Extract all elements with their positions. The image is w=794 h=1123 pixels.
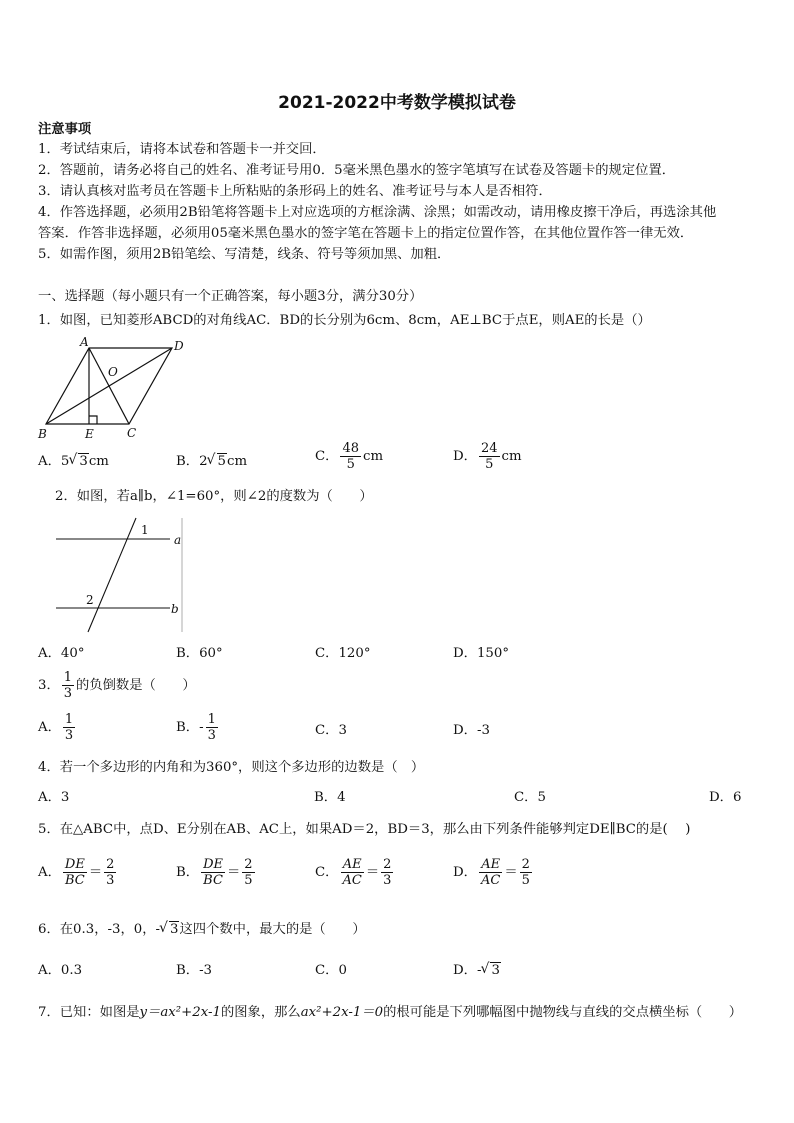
- unit: cm: [501, 449, 522, 464]
- fraction: [340, 857, 363, 888]
- fraction: [340, 441, 361, 472]
- fraction: [520, 857, 532, 888]
- label-C: C: [127, 426, 137, 440]
- q6-option-b[interactable]: B．-3: [176, 963, 213, 978]
- question-4-stem: 4．若一个多边形的内角和为360°，则这个多边形的边数是（ ）: [38, 760, 425, 775]
- radicand: 3: [170, 922, 179, 937]
- q3-option-d[interactable]: D．-3: [453, 723, 490, 738]
- option-label: B．: [176, 454, 200, 469]
- fraction: [381, 857, 393, 888]
- equation: y＝ax²+2x-1: [139, 1005, 221, 1020]
- radicand: 5: [217, 454, 227, 469]
- radicand: 3: [491, 963, 500, 978]
- radicand: 3: [79, 454, 88, 469]
- option-label: D．-: [453, 963, 482, 978]
- q3-option-c[interactable]: C．3: [315, 723, 347, 738]
- note-item: 5．如需作图，须用2B铅笔绘、写清楚，线条、符号等须加黑、加粗．: [38, 247, 451, 262]
- note-item: 1．考试结束后，请将本试卷和答题卡一并交回．: [38, 142, 326, 157]
- q5-option-c[interactable]: C． $\frac{AE}{AC}$ ＝ $\frac{2}{3}$: [315, 857, 392, 888]
- denominator: BC: [64, 873, 85, 888]
- sqrt-symbol: [481, 961, 500, 981]
- fraction: [206, 712, 218, 743]
- question-7-stem: [38, 1003, 742, 1023]
- numerator: AE: [481, 857, 501, 872]
- fraction: [63, 857, 87, 888]
- unit: cm: [363, 449, 384, 464]
- stem-tail: 的根可能是下列哪幅图中抛物线与直线的交点横坐标（ ）: [383, 1005, 743, 1020]
- denominator: 3: [383, 873, 392, 888]
- q1-option-a[interactable]: [38, 452, 109, 472]
- angle-2-label: 2: [86, 593, 94, 607]
- question-6-stem: [38, 920, 366, 940]
- q5-option-b[interactable]: B． $\frac{DE}{BC}$ ＝ $\frac{2}{5}$: [176, 857, 253, 888]
- option-label: A．: [38, 454, 61, 469]
- denominator: AC: [342, 873, 362, 888]
- stem-tail: 的负倒数是（ ）: [76, 678, 196, 693]
- stem-head: 7．已知：如图是: [38, 1005, 140, 1020]
- question-number: 3．: [38, 678, 60, 693]
- fraction: [62, 670, 74, 701]
- stem-head: 6．在0.3，-3，0，-: [38, 922, 160, 937]
- fraction: [479, 441, 500, 472]
- line-a-label: a: [174, 533, 182, 547]
- angle-1-label: 1: [141, 523, 149, 537]
- option-label: C．: [315, 449, 339, 464]
- coef: 2: [199, 454, 208, 469]
- section-heading: 一、选择题（每小题只有一个正确答案，每小题3分，满分30分）: [38, 289, 423, 304]
- denominator: 3: [106, 873, 115, 888]
- numerator: 24: [480, 441, 498, 456]
- q3-option-a[interactable]: [38, 712, 77, 743]
- option-label: C．: [315, 865, 339, 880]
- q2-option-a[interactable]: A．40°: [38, 646, 85, 661]
- label-A: A: [80, 335, 89, 349]
- q6-option-c[interactable]: C．0: [315, 963, 347, 978]
- q2-option-c[interactable]: C．120°: [315, 646, 371, 661]
- page-title: 2021-2022中考数学模拟试卷: [278, 93, 516, 113]
- q4-option-c[interactable]: C．5: [514, 790, 546, 805]
- question-5-stem: 5．在△ABC中，点D、E分别在AB、AC上，如果AD＝2，BD＝3，那么由下列条件能够判定DE∥BC的是( ): [38, 822, 691, 837]
- label-E: E: [85, 427, 94, 441]
- denominator: BC: [203, 873, 223, 888]
- q3-option-b[interactable]: [176, 712, 220, 743]
- note-item: 4．作答选择题，必须用2B铅笔将答题卡上对应选项的方框涂满、涂黑；如需改动，请用橡皮擦干净后，再选涂其他: [38, 205, 717, 220]
- label-D: D: [174, 339, 184, 353]
- rhombus-figure: [34, 334, 204, 444]
- fraction: [242, 857, 254, 888]
- q1-option-b[interactable]: [176, 452, 247, 472]
- label-O: O: [108, 365, 118, 379]
- denominator: 3: [63, 686, 73, 701]
- note-item: 3．请认真核对监考员在答题卡上所粘贴的条形码上的姓名、准考证号与本人是否相符．: [38, 184, 552, 199]
- q5-option-a[interactable]: A． $\frac{DE}{BC}$ ＝ $\frac{2}{3}$: [38, 857, 115, 888]
- numerator: 2: [521, 857, 530, 872]
- option-label: B．: [176, 720, 200, 735]
- numerator: 1: [63, 670, 73, 685]
- question-1-stem: 1．如图，已知菱形ABCD的对角线AC．BD的长分别为6cm、8cm，AE⊥BC于点E，则AE的长是（）: [38, 313, 651, 328]
- numerator: DE: [64, 857, 85, 872]
- sqrt-symbol: [208, 452, 227, 472]
- q1-option-c[interactable]: [315, 441, 383, 472]
- denominator: AC: [480, 873, 501, 888]
- numerator: DE: [203, 857, 223, 872]
- coef: 5: [60, 454, 70, 469]
- fraction: [479, 857, 502, 888]
- numerator: 2: [106, 857, 115, 872]
- numerator: 2: [244, 857, 253, 872]
- equation: ax²+2x-1＝0: [300, 1005, 384, 1020]
- fraction: [201, 857, 225, 888]
- q4-option-a[interactable]: A．3: [38, 790, 70, 805]
- option-label: D．: [453, 449, 477, 464]
- question-2-stem: 2．如图，若a∥b，∠1=60°，则∠2的度数为（ ）: [55, 489, 373, 504]
- option-label: D．: [453, 865, 477, 880]
- numerator: 2: [383, 857, 392, 872]
- q2-option-d[interactable]: D．150°: [453, 646, 509, 661]
- q2-option-b[interactable]: B．60°: [176, 646, 223, 661]
- numerator: 1: [207, 712, 216, 727]
- fraction: [104, 857, 116, 888]
- numerator: 48: [342, 441, 360, 456]
- option-label: A．: [38, 720, 61, 735]
- option-label: A．: [38, 865, 61, 880]
- numerator: AE: [342, 857, 362, 872]
- denominator: 5: [244, 873, 253, 888]
- denominator: 5: [485, 457, 494, 472]
- denominator: 3: [64, 728, 74, 743]
- numerator: 1: [64, 712, 74, 727]
- q4-option-d[interactable]: D．6: [709, 790, 742, 805]
- stem-tail: 这四个数中，最大的是（ ）: [179, 922, 366, 937]
- unit: cm: [88, 454, 109, 469]
- denominator: 5: [521, 873, 530, 888]
- parallel-lines-figure: [52, 514, 192, 636]
- unit: cm: [227, 454, 248, 469]
- q5-option-d[interactable]: D． $\frac{AE}{AC}$ ＝ $\frac{2}{5}$: [453, 857, 530, 888]
- q6-option-a[interactable]: A．0.3: [38, 963, 83, 978]
- q4-option-b[interactable]: B．4: [314, 790, 346, 805]
- line-b-label: b: [171, 602, 179, 616]
- q6-option-d[interactable]: [453, 961, 501, 981]
- question-3-stem: [38, 670, 196, 701]
- minus-sign: -: [199, 720, 204, 735]
- note-item: 2．答题前，请务必将自己的姓名、准考证号用0．5毫米黑色墨水的签字笔填写在试卷及答题卡的规定位置．: [38, 163, 676, 178]
- fraction: [63, 712, 75, 743]
- option-label: B．: [176, 865, 200, 880]
- label-B: B: [38, 427, 47, 441]
- note-item: 答案．作答非选择题，必须用05毫米黑色墨水的签字笔在答题卡上的指定位置作答，在其他位置作答一律无效．: [38, 226, 694, 241]
- stem-mid: 的图象，那么: [220, 1005, 301, 1020]
- q1-option-d[interactable]: [453, 441, 522, 472]
- sqrt-symbol: [160, 920, 179, 940]
- denominator: 5: [346, 457, 355, 472]
- sqrt-symbol: [69, 452, 88, 472]
- notes-heading: 注意事项: [38, 122, 92, 137]
- denominator: 3: [207, 728, 216, 743]
